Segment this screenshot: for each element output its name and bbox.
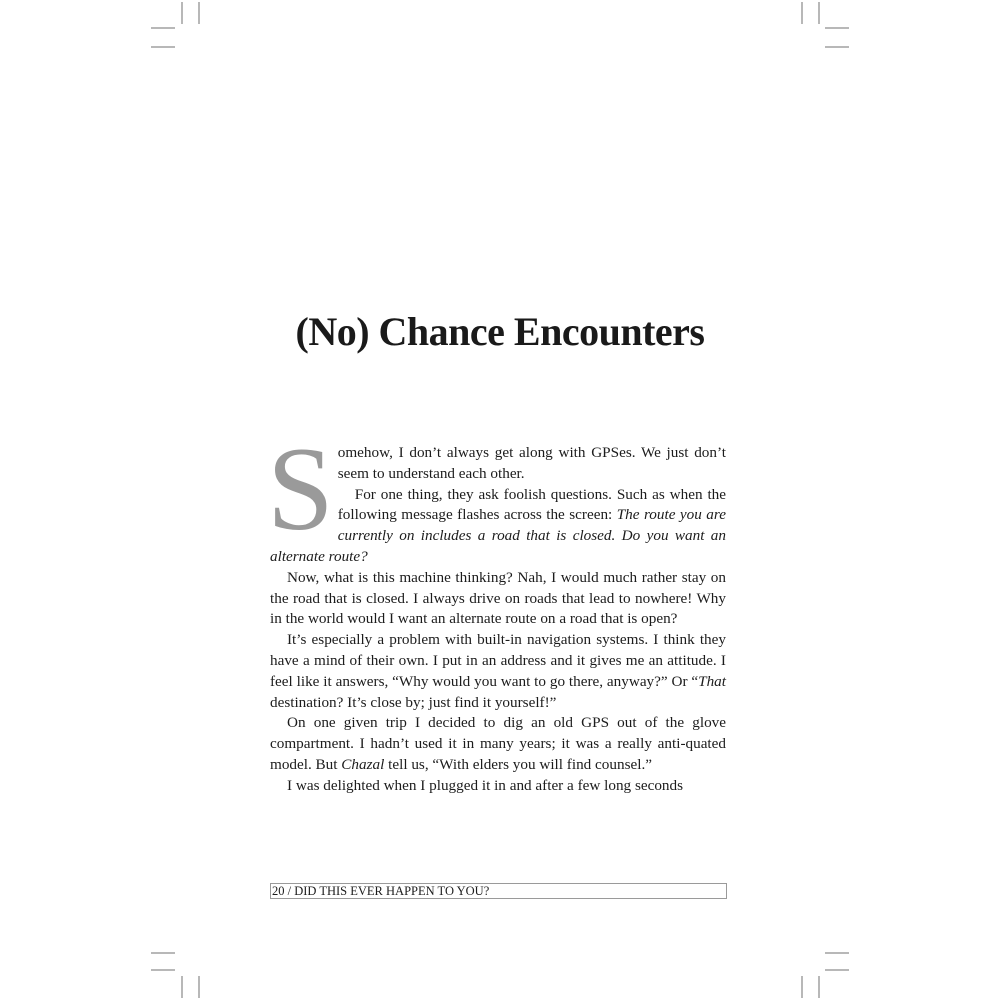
paragraph	[270, 485, 726, 568]
text-segment: omehow, I don’t always get along with GPSes. We just don’t seem to understand each other.	[337, 444, 726, 482]
crop-mark	[801, 2, 803, 24]
crop-mark	[181, 976, 183, 998]
crop-mark	[181, 2, 183, 24]
text-segment: Now, what is this machine thinking? Nah, I would much rather stay on the road that is closed. I always drive on roads that lead to nowhere! Why in the world would I want an alternate route on a road that is open?	[270, 568, 726, 628]
crop-mark	[825, 969, 849, 971]
crop-mark	[151, 952, 175, 954]
chapter-body	[267, 422, 726, 797]
italic-text: Chazal	[341, 755, 385, 773]
crop-mark	[198, 2, 200, 24]
text-segment: I was delighted when I plugged it in and after a few long seconds	[287, 776, 684, 794]
crop-mark	[818, 976, 820, 998]
crop-mark	[818, 2, 820, 24]
paragraph	[270, 630, 726, 713]
paragraph	[270, 568, 726, 630]
paragraph	[270, 776, 726, 797]
page-footer	[270, 883, 727, 899]
chapter-title: (No) Chance Encounters	[295, 309, 705, 354]
crop-mark	[825, 27, 849, 29]
text-segment: On one given trip I decided to dig an old GPS out of the glove compartment. I hadn’t used it in many years; it was a really anti-quated model. But	[270, 714, 726, 773]
crop-mark	[801, 976, 803, 998]
crop-mark	[825, 952, 849, 954]
crop-mark	[825, 46, 849, 48]
running-head: DID THIS EVER HAPPEN TO YOU?	[294, 884, 490, 898]
text-segment: destination? It’s close by; just find it yourself!”	[270, 693, 557, 711]
crop-mark	[151, 46, 175, 48]
crop-mark	[151, 969, 175, 971]
text-segment: It’s especially a problem with built-in navigation systems. I think they have a mind of their own. I put in an address and it gives me an attitude. I feel like it answers, “Why would you want to go there, anyway?” Or “	[270, 631, 726, 690]
crop-mark	[198, 976, 200, 998]
italic-text: That	[698, 672, 726, 690]
paragraph	[270, 713, 726, 775]
italic-text: The route you are currently on includes a road that is closed. Do you want an alternate route?	[270, 506, 726, 565]
crop-mark	[151, 27, 175, 29]
text-segment: tell us, “With elders you will find counsel.”	[384, 755, 652, 773]
footer-separator: /	[284, 884, 295, 898]
drop-cap: S	[267, 422, 334, 555]
text-segment: For one thing, they ask foolish questions. Such as when the following message flashes across the screen:	[337, 485, 726, 524]
page-number: 20	[272, 884, 285, 898]
